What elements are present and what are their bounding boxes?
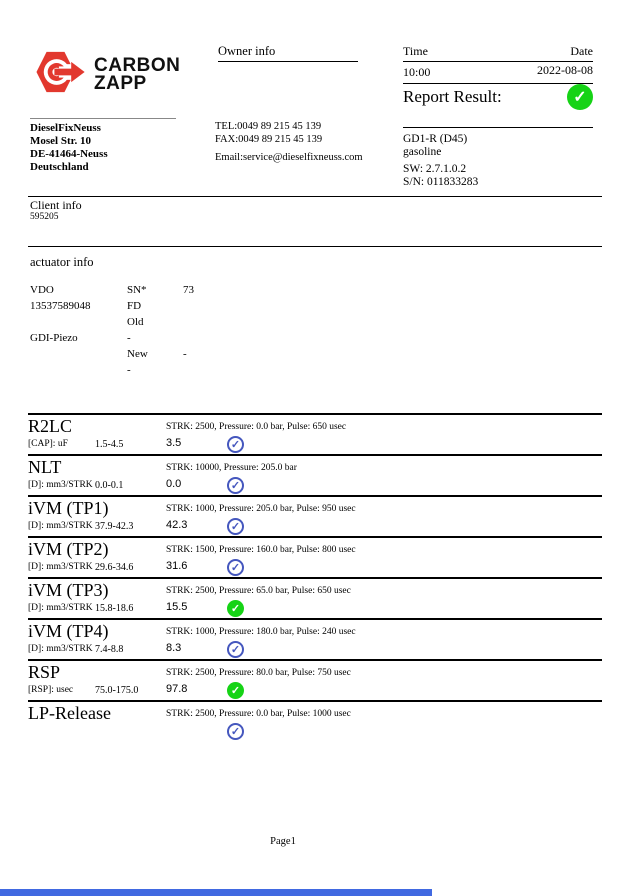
test-value: 8.3 bbox=[166, 642, 182, 654]
machine-info bbox=[403, 127, 593, 189]
owner-fax: FAX:0049 89 215 45 139 bbox=[215, 134, 323, 145]
client-info-heading: Client info bbox=[30, 198, 82, 212]
machine-fuel: gasoline bbox=[403, 146, 442, 158]
owner-tel: TEL:0049 89 215 45 139 bbox=[215, 121, 322, 132]
actuator-sn-value: 73 bbox=[183, 284, 194, 296]
report-result-label: Report Result: bbox=[403, 87, 502, 106]
actuator-details bbox=[30, 284, 330, 384]
test-unit: [D]: mm3/STRK bbox=[28, 521, 93, 531]
test-unit: [D]: mm3/STRK bbox=[28, 644, 93, 654]
actuator-new-code: - bbox=[127, 364, 131, 376]
test-result-check-icon bbox=[227, 518, 244, 535]
date-value: 2022-08-08 bbox=[537, 63, 593, 77]
test-row-ivm-tp1 bbox=[28, 495, 602, 536]
owner-contact bbox=[215, 120, 363, 164]
owner-info-heading: Owner info bbox=[218, 44, 358, 62]
test-range: 37.9-42.3 bbox=[95, 521, 134, 532]
owner-country: Deutschland bbox=[30, 161, 89, 173]
time-date-block bbox=[403, 44, 593, 84]
test-name: iVM (TP3) bbox=[28, 580, 109, 600]
date-label: Date bbox=[570, 44, 593, 58]
test-range: 0.0-0.1 bbox=[95, 480, 124, 491]
test-conditions: STRK: 2500, Pressure: 80.0 bar, Pulse: 750 usec bbox=[166, 668, 351, 678]
test-result-check-icon bbox=[227, 723, 244, 740]
test-unit: [D]: mm3/STRK bbox=[28, 480, 93, 490]
test-results-table bbox=[28, 413, 602, 746]
test-name: NLT bbox=[28, 457, 62, 477]
test-unit: [CAP]: uF bbox=[28, 439, 68, 449]
machine-software: SW: 2.7.1.0.2 bbox=[403, 163, 467, 175]
test-name: R2LC bbox=[28, 416, 73, 436]
test-value: 0.0 bbox=[166, 478, 182, 490]
actuator-fd-label: FD bbox=[127, 300, 142, 312]
owner-email: Email:service@dieselfixneuss.com bbox=[215, 152, 363, 163]
test-row-r2lc bbox=[28, 413, 602, 454]
test-conditions: STRK: 1500, Pressure: 160.0 bar, Pulse: 800 usec bbox=[166, 545, 356, 555]
test-range: 7.4-8.8 bbox=[95, 644, 124, 655]
actuator-old-label: Old bbox=[127, 316, 144, 328]
test-range: 15.8-18.6 bbox=[95, 603, 134, 614]
owner-address bbox=[30, 118, 176, 174]
test-range: 75.0-175.0 bbox=[95, 685, 139, 696]
test-row-ivm-tp2 bbox=[28, 536, 602, 577]
page-number: Page1 bbox=[270, 836, 296, 847]
test-row-ivm-tp4 bbox=[28, 618, 602, 659]
report-result-pass-check-icon bbox=[567, 84, 593, 110]
test-conditions: STRK: 1000, Pressure: 205.0 bar, Pulse: 950 usec bbox=[166, 504, 356, 514]
actuator-brand: VDO bbox=[30, 284, 54, 296]
time-date-values bbox=[403, 62, 593, 84]
test-value: 42.3 bbox=[166, 519, 188, 531]
test-conditions: STRK: 2500, Pressure: 65.0 bar, Pulse: 650 usec bbox=[166, 586, 351, 596]
actuator-part-number: 13537589048 bbox=[30, 300, 91, 312]
test-row-nlt bbox=[28, 454, 602, 495]
test-unit: [RSP]: usec bbox=[28, 685, 74, 695]
test-name: iVM (TP2) bbox=[28, 539, 109, 559]
test-range: 1.5-4.5 bbox=[95, 439, 124, 450]
test-result-check-icon bbox=[227, 477, 244, 494]
test-row-lp-release bbox=[28, 700, 602, 746]
test-conditions: STRK: 10000, Pressure: 205.0 bar bbox=[166, 463, 297, 473]
test-unit: [D]: mm3/STRK bbox=[28, 603, 93, 613]
brand-name bbox=[94, 54, 181, 94]
test-result-check-icon bbox=[227, 436, 244, 453]
actuator-type: GDI-Piezo bbox=[30, 332, 78, 344]
test-result-check-icon bbox=[227, 559, 244, 576]
brand-line1: CARBON bbox=[94, 54, 181, 76]
test-conditions: STRK: 2500, Pressure: 0.0 bar, Pulse: 650 usec bbox=[166, 422, 347, 432]
test-conditions: STRK: 2500, Pressure: 0.0 bar, Pulse: 1000 usec bbox=[166, 709, 351, 719]
test-result-check-icon bbox=[227, 641, 244, 658]
client-section-divider bbox=[28, 196, 602, 197]
test-name: iVM (TP4) bbox=[28, 621, 109, 641]
machine-serial: S/N: 011833283 bbox=[403, 176, 479, 188]
test-unit: [D]: mm3/STRK bbox=[28, 562, 93, 572]
test-row-rsp bbox=[28, 659, 602, 700]
actuator-new-value: - bbox=[183, 348, 187, 360]
test-value: 3.5 bbox=[166, 437, 182, 449]
test-row-ivm-tp3 bbox=[28, 577, 602, 618]
actuator-sn-label: SN* bbox=[127, 284, 147, 296]
actuator-new-label: New bbox=[127, 348, 148, 360]
test-name: LP-Release bbox=[28, 703, 111, 723]
test-result-check-icon bbox=[227, 682, 244, 699]
machine-model: GD1-R (D45) bbox=[403, 133, 468, 145]
report-result bbox=[403, 84, 593, 110]
client-id: 595205 bbox=[30, 212, 59, 222]
test-value: 97.8 bbox=[166, 683, 188, 695]
carbon-zapp-logo-icon bbox=[32, 50, 88, 99]
actuator-info-heading: actuator info bbox=[30, 255, 94, 269]
time-date-labels bbox=[403, 44, 593, 62]
bottom-bar bbox=[0, 889, 432, 896]
owner-name: DieselFixNeuss bbox=[30, 122, 101, 134]
time-label: Time bbox=[403, 44, 428, 58]
test-value: 31.6 bbox=[166, 560, 188, 572]
test-conditions: STRK: 1000, Pressure: 180.0 bar, Pulse: 240 usec bbox=[166, 627, 356, 637]
brand-line2: ZAPP bbox=[94, 72, 147, 94]
test-result-check-icon bbox=[227, 600, 244, 617]
test-range: 29.6-34.6 bbox=[95, 562, 134, 573]
actuator-section-divider bbox=[28, 246, 602, 247]
time-value: 10:00 bbox=[403, 65, 431, 79]
owner-city: DE-41464-Neuss bbox=[30, 148, 108, 160]
test-name: iVM (TP1) bbox=[28, 498, 109, 518]
actuator-old-value: - bbox=[127, 332, 131, 344]
logo bbox=[32, 50, 180, 99]
test-name: RSP bbox=[28, 662, 61, 682]
test-value: 15.5 bbox=[166, 601, 188, 613]
owner-street: Mosel Str. 10 bbox=[30, 135, 92, 147]
